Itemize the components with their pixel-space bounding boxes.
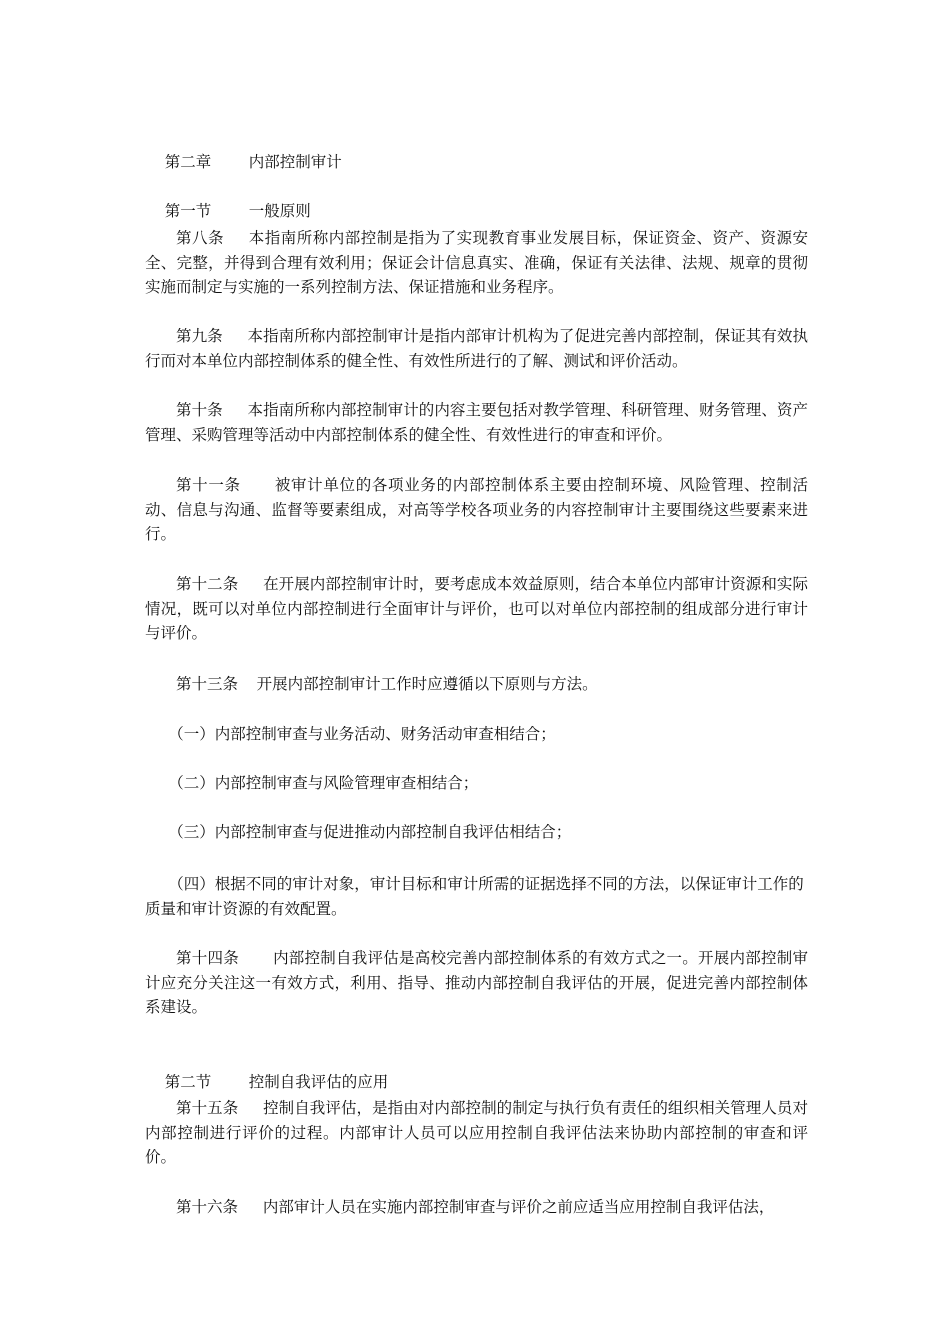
article-text: 控制自我评估，是指由对内部控制的制定与执行负有责任的组织相关管理人员对内部控制进行评价的过程。内部审计人员可以应用控制自我评估法来协助内部控制的审查和评价。 <box>145 1099 808 1166</box>
article-13-item-2: （二）内部控制审查与风险管理审查相结合； <box>168 774 479 792</box>
article-13 <box>145 672 808 697</box>
section-title: 一般原则 <box>248 202 311 220</box>
article-label: 第十三条 <box>176 675 239 693</box>
article-text: 本指南所称内部控制是指为了实现教育事业发展目标，保证资金、资产、资源安全、完整，并得到合理有效利用；保证会计信息真实、准确，保证有关法律、法规、规章的贯彻实施而制定与实施的一系列控制方法、保证措施和业务程序。 <box>145 229 808 296</box>
article-text: 在开展内部控制审计时，要考虑成本效益原则，结合本单位内部审计资源和实际情况，既可以对单位内部控制进行全面审计与评价，也可以对单位内部控制的组成部分进行审计与评价。 <box>145 575 808 642</box>
chapter-number: 第二章 <box>164 153 212 171</box>
article-8 <box>145 226 808 300</box>
section-number: 第一节 <box>164 202 212 220</box>
article-label: 第十二条 <box>176 575 239 593</box>
article-text: 被审计单位的各项业务的内部控制体系主要由控制环境、风险管理、控制活动、信息与沟通、监督等要素组成，对高等学校各项业务的内容控制审计主要围绕这些要素来进行。 <box>145 476 808 543</box>
article-label: 第十四条 <box>176 949 239 967</box>
article-label: 第十五条 <box>176 1099 239 1117</box>
article-label: 第十一条 <box>176 476 241 494</box>
article-text: 内部审计人员在实施内部控制审查与评价之前应适当应用控制自我评估法， <box>262 1198 775 1216</box>
article-9 <box>145 324 808 373</box>
article-text: 本指南所称内部控制审计是指内部审计机构为了促进完善内部控制，保证其有效执行而对本单位内部控制体系的健全性、有效性所进行的了解、测试和评价活动。 <box>145 327 808 370</box>
article-10 <box>145 398 808 447</box>
article-label: 第八条 <box>176 229 224 247</box>
article-label: 第十条 <box>176 401 223 419</box>
chapter-heading <box>145 126 342 171</box>
article-16 <box>145 1195 808 1220</box>
chapter-title: 内部控制审计 <box>248 153 342 171</box>
section-number: 第二节 <box>164 1073 212 1091</box>
article-14 <box>145 946 808 1020</box>
article-label: 第十六条 <box>176 1198 239 1216</box>
article-label: 第九条 <box>176 327 223 345</box>
section-heading-2 <box>145 1046 389 1091</box>
section-heading-1 <box>145 175 311 220</box>
article-text: 开展内部控制审计工作时应遵循以下原则与方法。 <box>256 675 598 693</box>
article-13-item-1: （一）内部控制审查与业务活动、财务活动审查相结合； <box>168 725 556 743</box>
article-text: 内部控制自我评估是高校完善内部控制体系的有效方式之一。开展内部控制审计应充分关注这一有效方式，利用、指导、推动内部控制自我评估的开展，促进完善内部控制体系建设。 <box>145 949 808 1016</box>
article-13-item-4: （四）根据不同的审计对象，审计目标和审计所需的证据选择不同的方法，以保证审计工作的质量和审计资源的有效配置。 <box>145 875 804 918</box>
section-title: 控制自我评估的应用 <box>248 1073 389 1091</box>
article-text: 本指南所称内部控制审计的内容主要包括对教学管理、科研管理、财务管理、资产管理、采购管理等活动中内部控制体系的健全性、有效性进行的审查和评价。 <box>145 401 808 444</box>
article-15 <box>145 1096 808 1170</box>
article-13-item-3: （三）内部控制审查与促进推动内部控制自我评估相结合； <box>168 823 572 841</box>
article-12 <box>145 572 808 646</box>
article-11 <box>145 473 808 547</box>
